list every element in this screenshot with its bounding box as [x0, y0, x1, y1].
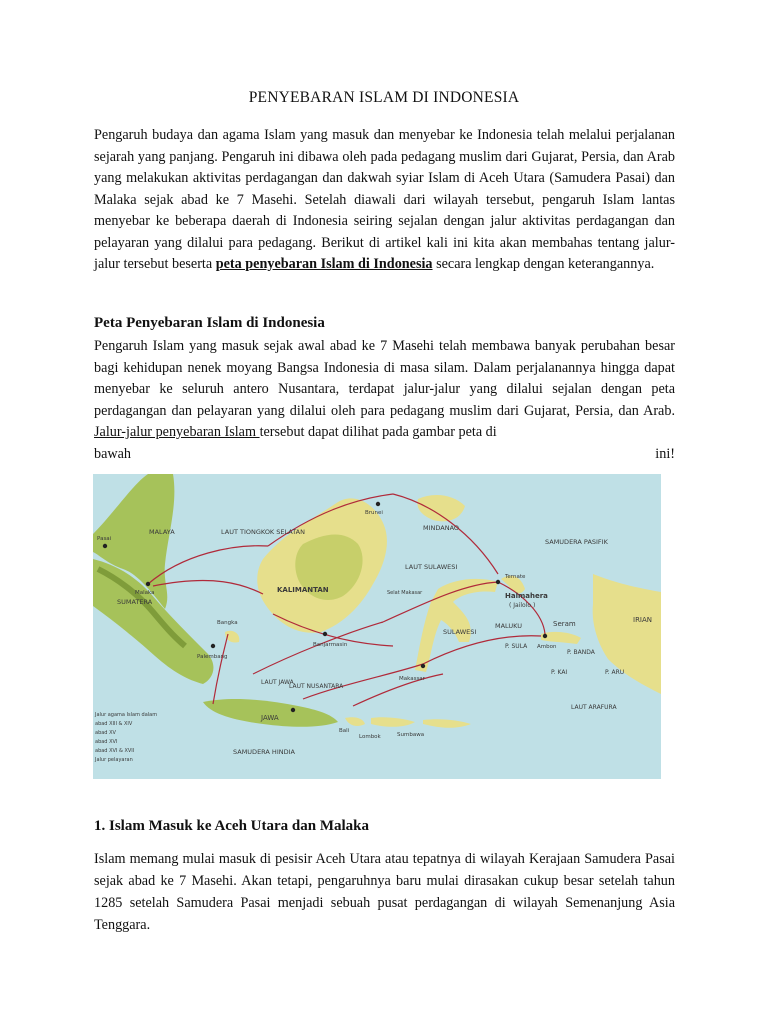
dot-makassar: [421, 664, 425, 668]
label-p-sula: P. SULA: [505, 643, 528, 650]
label-jawa: JAWA: [261, 714, 279, 722]
dot-banjarmasin: [323, 632, 327, 636]
peta-penyebaran-link[interactable]: peta penyebaran Islam di Indonesia: [215, 256, 433, 272]
label-laut-jawa: LAUT JAWA: [261, 679, 294, 686]
intro-text: Pengaruh budaya dan agama Islam yang masuk dan menyebar ke Indonesia telah melalui perjalanan sejarah yang panjang. Pengaruh ini dibawa oleh pada pedagang muslim dari Gujarat, Persia, dan Arab yang melakukan aktivitas perdagangan dan dakwah syiar Islam di Aceh Utara (Samudera Pasai) dan Malaka sejak abad ke 7 Masehi. Setelah diawali dari wilayah tersebut, pengaruh Islam lantas menyebar ke beberapa daerah di Indonesia seiring sejalan dengan jalur aktivitas perdagangan dan pelayaran yang dilalui para pedagang. Berikut di artikel kali ini kita akan membahas tentang jalur-jalur tersebut beserta: [94, 127, 675, 272]
label-p-banda: P. BANDA: [567, 649, 595, 656]
label-sulawesi: SULAWESI: [443, 628, 477, 636]
legend-4: abad XVI & XVII: [95, 748, 135, 754]
label-samudera-pasifik: SAMUDERA PASIFIK: [545, 538, 608, 546]
peta-last-word-right: ini!: [655, 445, 675, 462]
label-selat-makasar: Selat Makasar: [387, 590, 423, 596]
label-palembang: Palembang: [197, 654, 228, 660]
page-title: PENYEBARAN ISLAM DI INDONESIA: [248, 89, 520, 106]
dot-pasai: [103, 544, 107, 548]
dot-malaka: [146, 582, 150, 586]
label-seram: Seram: [553, 620, 576, 628]
dot-ambon: [543, 634, 547, 638]
dot-ternate: [496, 580, 500, 584]
label-bangka: Bangka: [217, 620, 238, 626]
label-lombok: Lombok: [359, 734, 381, 740]
label-sumatera: SUMATERA: [117, 598, 153, 606]
label-p-kai: P. KAI: [551, 669, 568, 676]
peta-text: Pengaruh Islam yang masuk sejak awal abad ke 7 Masehi telah membawa banyak perubahan besar bagi kehidupan nenek moyang Bangsa Indonesia di masa silam. Dalam perjalanannya hingga dapat menyebar ke seluruh antero Nusantara, terdapat jalur-jalur yang dilalui sejalan dengan peta perdagangan dan pelayaran yang dilalui oleh para pedagang muslim dari Gujarat, Persia, dan Arab.: [94, 338, 675, 419]
label-kalimantan: KALIMANTAN: [277, 586, 329, 594]
section-heading-aceh: 1. Islam Masuk ke Aceh Utara dan Malaka: [94, 818, 370, 834]
dot-palembang: [211, 644, 215, 648]
intro-text-end: secara lengkap dengan keterangannya.: [432, 256, 655, 272]
label-ambon: Ambon: [537, 644, 557, 650]
label-sumbawa: Sumbawa: [397, 732, 425, 738]
jalur-penyebaran-link[interactable]: Jalur-jalur penyebaran Islam: [94, 424, 260, 440]
label-p-aru: P. ARU: [605, 669, 625, 676]
label-halmahera: Halmahera: [505, 592, 548, 600]
label-bali: Bali: [339, 728, 350, 734]
map-svg: [93, 474, 661, 779]
label-jailolo: ( Jailolo ): [509, 602, 536, 609]
dot-jawa: [291, 708, 295, 712]
islam-spread-map: [93, 474, 661, 779]
label-makassar: Makassar: [399, 676, 425, 682]
legend-1: abad XIII & XIV: [95, 721, 133, 727]
label-malaka: Malaka: [135, 590, 155, 596]
label-laut-sulawesi: LAUT SULAWESI: [405, 563, 458, 571]
label-pasai: Pasai: [97, 536, 112, 542]
legend-2: abad XV: [95, 730, 116, 736]
label-laut-tiongkok: LAUT TIONGKOK SELATAN: [221, 528, 305, 536]
label-samudera-hindia: SAMUDERA HINDIA: [233, 748, 295, 756]
label-maluku: MALUKU: [495, 622, 522, 630]
peta-text-end: tersebut dapat dilihat pada gambar peta di: [259, 424, 497, 440]
label-irian: IRIAN: [633, 616, 653, 624]
aceh-paragraph: Islam memang mulai masuk di pesisir Aceh Utara atau tepatnya di wilayah Kerajaan Samudera Pasai sejak abad ke 7 Masehi. Akan tetapi, pengaruhnya baru mulai dirasakan cukup besar setelah tahun 1285 setelah Samudera Pasai menjadi sebuah pusat perdagangan di wilayah Semenanjung Asia Tenggara.: [94, 851, 675, 933]
peta-paragraph: [94, 336, 675, 465]
peta-last-line: [94, 444, 675, 466]
label-ternate: Ternate: [505, 574, 526, 580]
label-mindanao: MINDANAO: [423, 524, 460, 532]
label-malaya: MALAYA: [149, 528, 175, 536]
legend-0: Jalur agama Islam dalam: [95, 712, 158, 718]
legend-3: abad XVI: [95, 739, 118, 745]
peta-last-word-left: bawah: [94, 445, 132, 462]
legend-5: Jalur pelayaran: [95, 757, 133, 763]
label-laut-arafura: LAUT ARAFURA: [571, 704, 617, 711]
label-banjarmasin: Banjarmasin: [313, 642, 348, 648]
label-brunei: Brunei: [365, 510, 383, 516]
label-laut-nusantara: LAUT NUSANTARA: [289, 683, 344, 690]
section-heading-peta: Peta Penyebaran Islam di Indonesia: [94, 315, 325, 331]
dot-brunei: [376, 502, 380, 506]
intro-paragraph: [94, 125, 675, 276]
